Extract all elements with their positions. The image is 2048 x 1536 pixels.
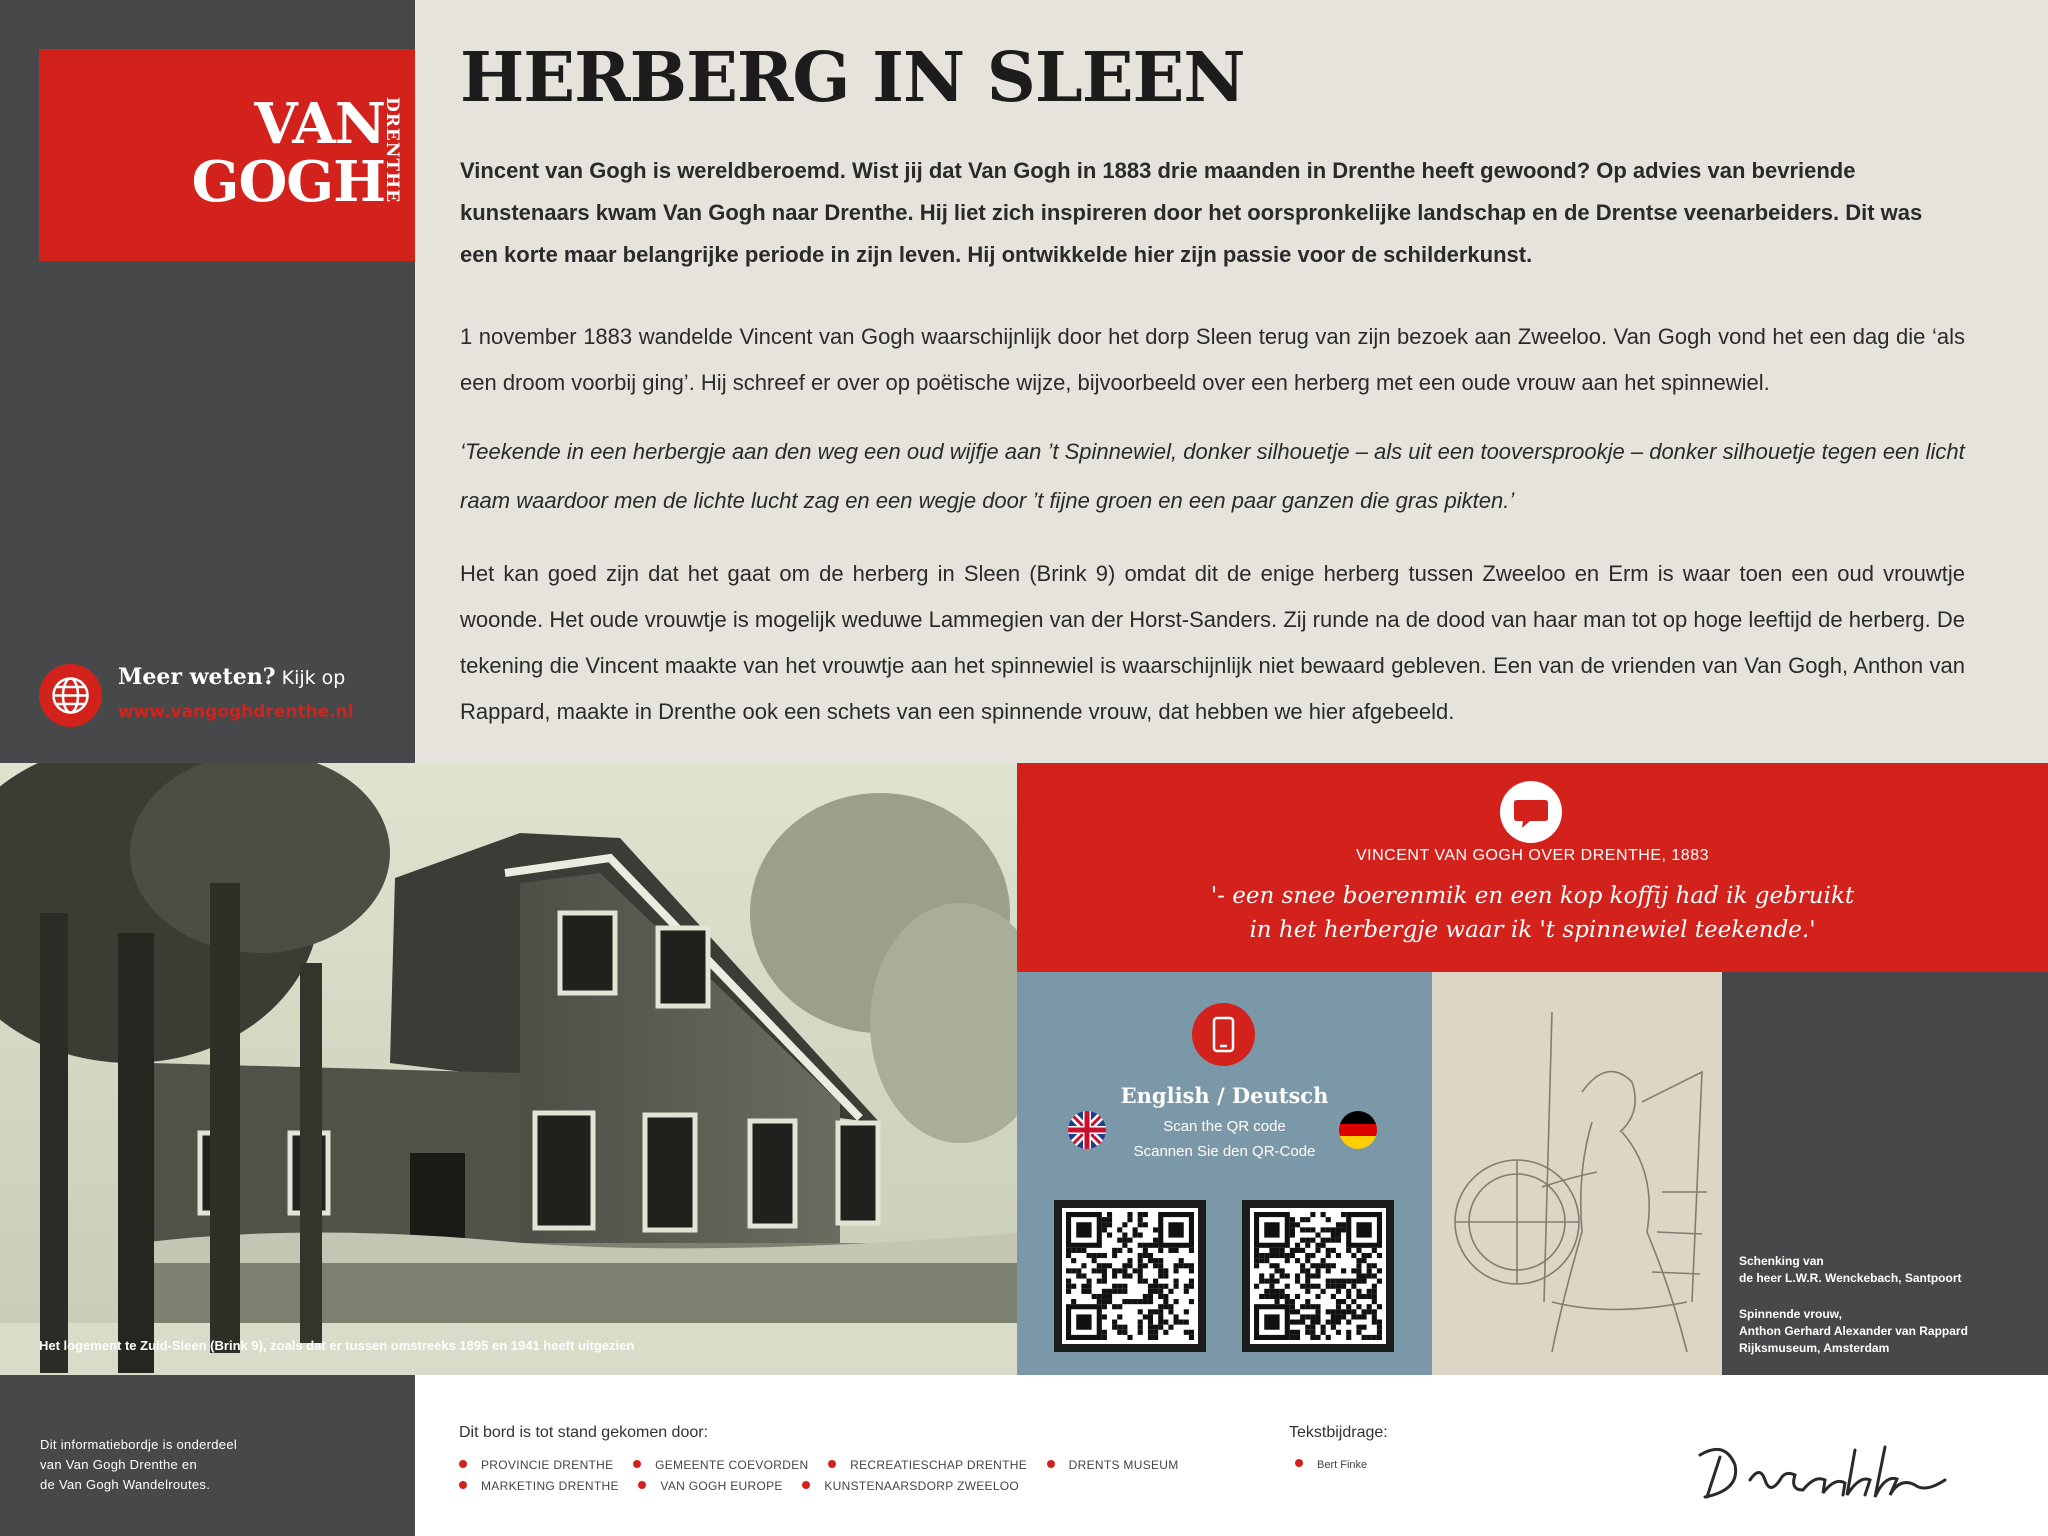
more-info-lead-tail: Kijk op [275,667,346,689]
partners-label: Dit bord is tot stand gekomen door: [459,1424,709,1441]
partners-row-2 [459,1479,1035,1493]
partner-item: DRENTS MUSEUM [1047,1458,1179,1472]
photo-caption: Het logement te Zuid-Sleen (Brink 9), zoals dat er tussen omstreeks 1895 en 1941 heeft uitgezien [39,1338,635,1353]
inn-photo-illustration [0,763,1017,1375]
sketch-illustration [1432,972,1722,1375]
van-gogh-drenthe-logo [39,49,415,261]
quote-line-1: '- een snee boerenmik en een kop koffij had ik gebruikt [1210,883,1855,909]
body-paragraph-2: Het kan goed zijn dat het gaat om de herberg in Sleen (Brink 9) omdat dit de enige herberg tussen Zweeloo en Erm is waar toen een oud vrouwtje woonde. Het oude vrouwtje is mogelijk weduwe Lammegien van der Horst-Sanders. Zij runde na de dood van haar man tot op hoge leeftijd de herberg. De tekening die Vincent maakte van het vrouwtje aan het spinnewiel is waarschijnlijk niet bewaard gebleven. Een van de vrienden van Van Gogh, Anthon van Rappard, maakte in Drenthe ook een schets van een spinnende vrouw, dat hebben we hier afgebeeld. [460,561,1965,724]
logo-drenthe: DRENTHE [382,97,402,204]
footer-left [0,1375,415,1536]
german-flag-icon [1339,1111,1377,1149]
scan-instruction-en: Scan the QR code [1163,1118,1286,1135]
image-credits-panel [1722,972,2048,1375]
more-info [39,664,409,734]
historic-photo [0,763,1017,1375]
partner-item: KUNSTENAARSDORP ZWEELOO [802,1479,1019,1493]
intro-paragraph: Vincent van Gogh is wereldberoemd. Wist jij dat Van Gogh in 1883 drie maanden in Drenthe heeft gewoond? Op advies van bevriende kunstenaars kwam Van Gogh naar Drenthe. Hij liet zich inspireren door het oorspronkelijke landschap en de Drentse veenarbeiders. Dit was een korte maar belangrijke periode in zijn leven. Hij ontwikkelde hier zijn passie voor de schilderkunst. [460,158,1923,267]
footer-left-line-2: van Van Gogh Drenthe en [40,1457,197,1472]
body-paragraph-1: 1 november 1883 wandelde Vincent van Gogh waarschijnlijk door het dorp Sleen terug van zijn bezoek aan Zweeloo. Van Gogh vond het een dag die ‘als een droom voorbij ging’. Hij schreef er over op poëtische wijze, bijvoorbeeld over een herberg met een oude vrouw aan het spinnewiel. [460,324,1965,395]
speech-bubble-icon [1500,781,1562,843]
credit-line-4: Anthon Gerhard Alexander van Rappard [1739,1324,1968,1338]
partner-item: GEMEENTE COEVORDEN [633,1458,808,1472]
letter-quote: ‘Teekende in een herbergje aan den weg een oud wijfje aan ’t Spinnewiel, donker silhouetje – als uit een tooversprookje – donker silhouetje tegen een licht raam waardoor men de lichte lucht zag en een wegje door ’t fijne groen en een paar ganzen die gras pikten.’ [460,439,1965,513]
more-info-lead: Meer weten? [118,664,276,690]
spinning-woman-sketch [1432,972,1722,1375]
partner-item: PROVINCIE DRENTHE [459,1458,613,1472]
footer-main [415,1375,2048,1536]
footer-left-line-1: Dit informatiebordje is onderdeel [40,1437,238,1452]
van-gogh-quote-box [1017,763,2048,972]
language-title: English / Deutsch [1120,1083,1329,1108]
quote-line-2: in het herbergje waar ik 't spinnewiel teekende.' [1249,917,1816,943]
qr-code-german[interactable] [1242,1200,1394,1352]
quote-source: VINCENT VAN GOGH OVER DRENTHE, 1883 [1356,847,1709,864]
logo-van: VAN [254,91,385,157]
credit-line-1: Schenking van [1739,1254,1824,1268]
text-contributor: Bert Finke [1295,1459,1367,1471]
credit-line-2: de heer L.W.R. Wenckebach, Santpoort [1739,1271,1962,1285]
partner-item: MARKETING DRENTHE [459,1479,619,1493]
text-contribution-label: Tekstbijdrage: [1289,1424,1388,1441]
partner-item: VAN GOGH EUROPE [638,1479,782,1493]
credit-line-3: Spinnende vrouw, [1739,1307,1842,1321]
credit-line-5: Rijksmuseum, Amsterdam [1739,1341,1890,1355]
partners-row-1 [459,1458,1195,1472]
partner-item: RECREATIESCHAP DRENTHE [828,1458,1027,1472]
scan-instruction-de: Scannen Sie den QR-Code [1133,1143,1316,1160]
logo-gogh: GOGH [191,149,385,215]
qr-code-english[interactable] [1054,1200,1206,1352]
qr-panel [1017,972,1432,1375]
drenthe-signature-logo [1685,1435,1985,1515]
page-title: HERBERG IN SLEEN [460,38,1245,118]
globe-icon [39,664,102,727]
website-link[interactable]: www.vangoghdrenthe.nl [118,702,354,722]
footer-left-line-3: de Van Gogh Wandelroutes. [40,1477,211,1492]
phone-icon [1192,1003,1255,1066]
